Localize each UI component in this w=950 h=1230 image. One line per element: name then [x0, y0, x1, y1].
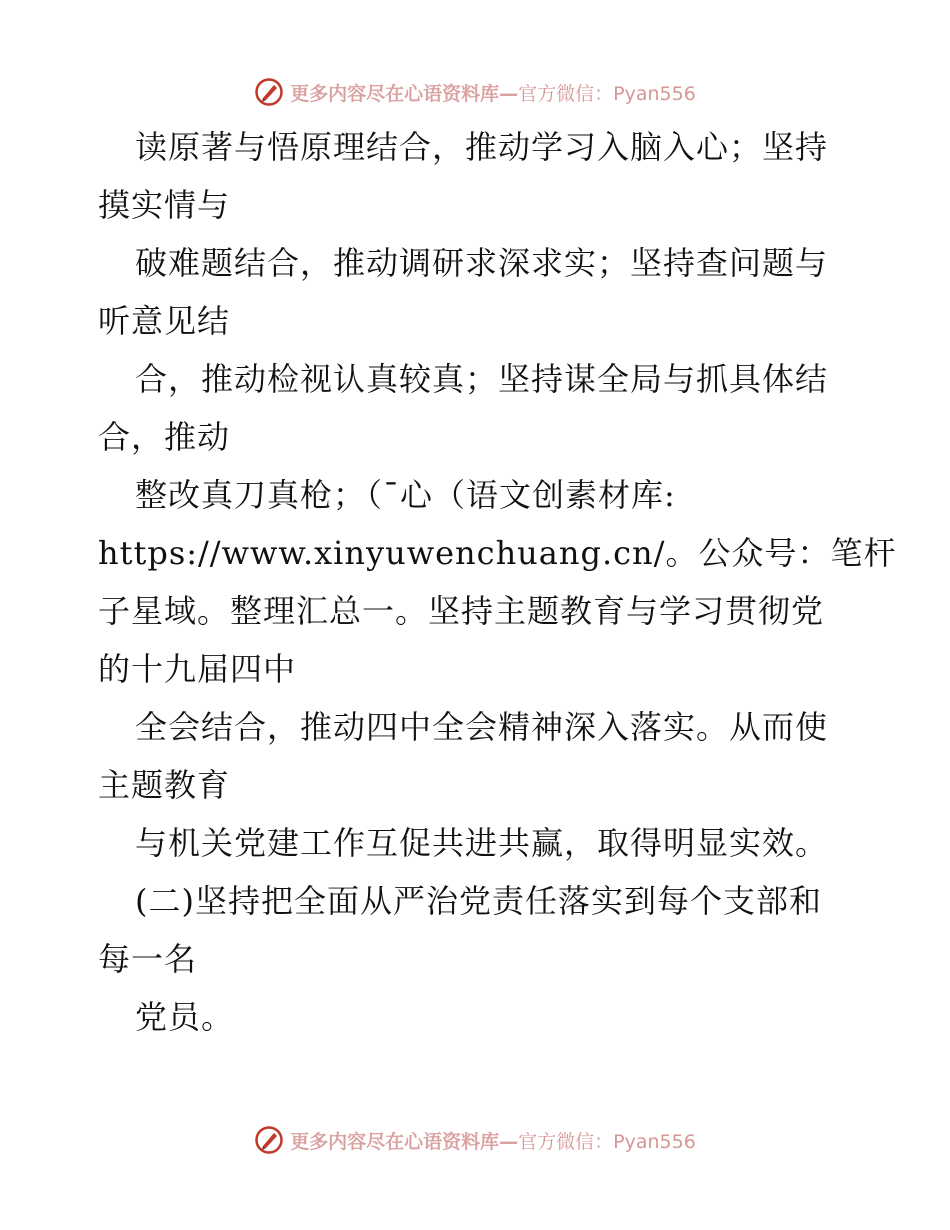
body-line: 摸实情与 — [98, 186, 231, 224]
body-line: 合，推动 — [98, 418, 231, 456]
body-line: 读原著与悟原理结合，推动学习入脑入心；坚持 — [135, 128, 829, 166]
header-banner-wechat: 官方微信：Pyan556 — [518, 82, 696, 105]
body-line: (二)坚持把全面从严治党责任落实到每个支部和 — [135, 882, 822, 920]
footer-banner-wechat: 官方微信：Pyan556 — [518, 1130, 696, 1153]
body-line: 破难题结合，推动调研求深求实；坚持查问题与 — [135, 244, 829, 282]
footer-banner-text — [290, 1127, 696, 1154]
pen-circle-logo-icon — [254, 77, 284, 107]
body-line: 主题教育 — [98, 766, 231, 804]
body-line-url: https://www.xinyuwenchuang.cn/。公众号：笔杆 — [98, 534, 897, 572]
document-body — [98, 118, 897, 1046]
body-line: 听意见结 — [98, 302, 231, 340]
body-line: 的十九届四中 — [98, 650, 297, 688]
header-banner-title: 更多内容尽在心语资料库— — [290, 82, 519, 105]
body-line: 整改真刀真枪；（¯心（语文创素材库: — [135, 476, 676, 514]
pen-circle-logo-icon — [254, 1125, 284, 1155]
footer-banner-title: 更多内容尽在心语资料库— — [290, 1130, 519, 1153]
body-line: 全会结合，推动四中全会精神深入落实。从而使 — [135, 708, 829, 746]
body-line: 与机关党建工作互促共进共赢，取得明显实效。 — [135, 824, 829, 862]
body-line: 党员。 — [135, 998, 235, 1036]
header-banner-text — [290, 79, 696, 106]
body-line: 每一名 — [98, 940, 198, 978]
body-line: 合，推动检视认真较真；坚持谋全局与抓具体结 — [135, 360, 829, 398]
footer-banner — [0, 1120, 950, 1160]
header-banner — [0, 72, 950, 112]
body-line: 子星域。整理汇总一。坚持主题教育与学习贯彻党 — [98, 592, 825, 630]
